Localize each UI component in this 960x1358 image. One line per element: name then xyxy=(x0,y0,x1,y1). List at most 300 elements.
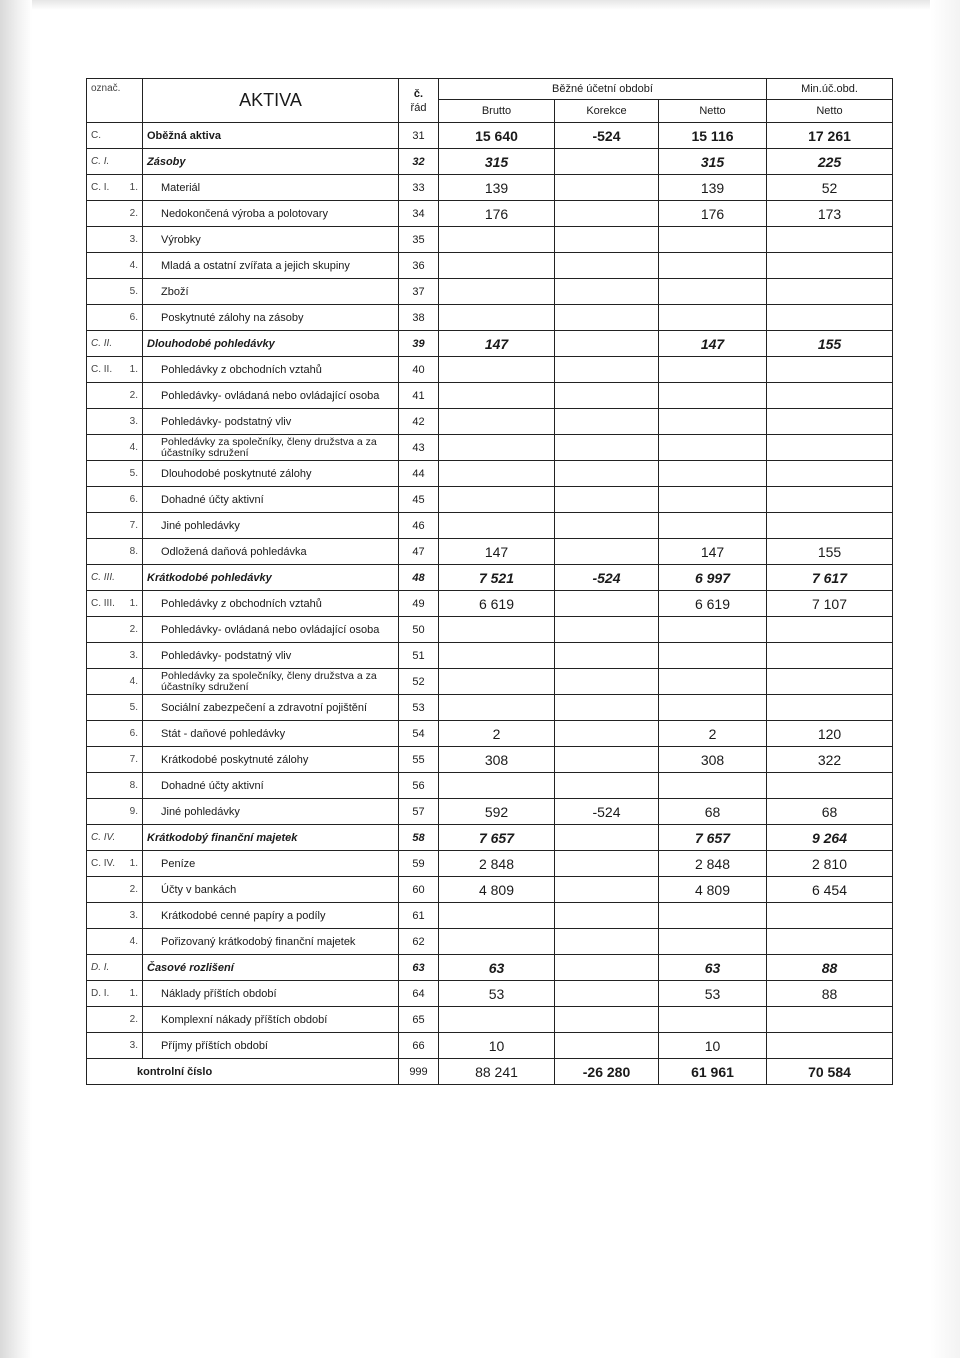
row-index: 7. xyxy=(129,520,138,531)
row-index: 2. xyxy=(129,1014,138,1025)
row-code xyxy=(87,305,143,331)
row-prev xyxy=(767,461,893,487)
row-brutto: 7 657 xyxy=(439,825,555,851)
row-code xyxy=(87,981,143,1007)
row-netto: 15 116 xyxy=(659,123,767,149)
total-netto: 61 961 xyxy=(659,1059,767,1085)
row-korekce xyxy=(555,825,659,851)
table-row xyxy=(87,409,893,435)
row-index: 1. xyxy=(129,364,138,375)
row-label: Účty v bankách xyxy=(143,877,399,903)
row-label: Časové rozlišení xyxy=(143,955,399,981)
row-netto xyxy=(659,1007,767,1033)
row-brutto: 4 809 xyxy=(439,877,555,903)
row-code xyxy=(87,721,143,747)
header-korekce: Korekce xyxy=(555,100,659,123)
row-netto xyxy=(659,409,767,435)
row-korekce xyxy=(555,279,659,305)
row-number: 43 xyxy=(399,435,439,461)
row-netto xyxy=(659,357,767,383)
row-label: Odložená daňová pohledávka xyxy=(143,539,399,565)
row-prev: 322 xyxy=(767,747,893,773)
row-korekce xyxy=(555,1033,659,1059)
row-index: 4. xyxy=(129,676,138,687)
row-label: Krátkodobé pohledávky xyxy=(143,565,399,591)
row-korekce xyxy=(555,227,659,253)
row-prev xyxy=(767,487,893,513)
table-row xyxy=(87,227,893,253)
total-korekce: -26 280 xyxy=(555,1059,659,1085)
row-number: 54 xyxy=(399,721,439,747)
row-brutto xyxy=(439,279,555,305)
header-rad: řád xyxy=(410,101,427,114)
table-row xyxy=(87,201,893,227)
row-prev xyxy=(767,357,893,383)
row-code xyxy=(87,357,143,383)
row-label: Pohledávky za společníky, členy družstva a za účastníky sdružení xyxy=(143,435,399,461)
row-prev: 7 617 xyxy=(767,565,893,591)
row-brutto: 53 xyxy=(439,981,555,1007)
row-prev: 17 261 xyxy=(767,123,893,149)
row-netto xyxy=(659,929,767,955)
row-prev xyxy=(767,253,893,279)
row-korekce xyxy=(555,305,659,331)
row-korekce xyxy=(555,669,659,695)
row-brutto xyxy=(439,513,555,539)
row-brutto: 2 xyxy=(439,721,555,747)
row-label: Peníze xyxy=(143,851,399,877)
row-netto: 68 xyxy=(659,799,767,825)
row-index: 8. xyxy=(129,780,138,791)
row-label: Mladá a ostatní zvířata a jejich skupiny xyxy=(143,253,399,279)
row-prev: 88 xyxy=(767,955,893,981)
header-brutto: Brutto xyxy=(439,100,555,123)
row-number: 49 xyxy=(399,591,439,617)
row-prev: 173 xyxy=(767,201,893,227)
table-row xyxy=(87,695,893,721)
row-prev: 88 xyxy=(767,981,893,1007)
row-netto: 6 997 xyxy=(659,565,767,591)
row-code xyxy=(87,331,143,357)
row-korekce xyxy=(555,539,659,565)
row-code xyxy=(87,539,143,565)
total-label: kontrolní číslo xyxy=(87,1059,399,1085)
row-brutto: 6 619 xyxy=(439,591,555,617)
row-netto xyxy=(659,279,767,305)
table-row xyxy=(87,487,893,513)
row-brutto xyxy=(439,487,555,513)
row-index: 1. xyxy=(129,182,138,193)
row-netto xyxy=(659,643,767,669)
row-netto: 7 657 xyxy=(659,825,767,851)
row-prev xyxy=(767,669,893,695)
row-index: 4. xyxy=(129,442,138,453)
row-korekce xyxy=(555,851,659,877)
row-label: Dohadné účty aktivní xyxy=(143,487,399,513)
row-prev xyxy=(767,773,893,799)
row-brutto xyxy=(439,903,555,929)
row-label: Příjmy příštích období xyxy=(143,1033,399,1059)
row-code-label: D. I. xyxy=(91,988,110,999)
row-code xyxy=(87,799,143,825)
total-row xyxy=(87,1059,893,1085)
row-korekce xyxy=(555,383,659,409)
table-row xyxy=(87,539,893,565)
row-korekce xyxy=(555,1007,659,1033)
row-korekce xyxy=(555,149,659,175)
row-number: 31 xyxy=(399,123,439,149)
row-index: 3. xyxy=(129,416,138,427)
row-index: 6. xyxy=(129,494,138,505)
table-row xyxy=(87,1033,893,1059)
row-label: Zásoby xyxy=(143,149,399,175)
row-number: 48 xyxy=(399,565,439,591)
row-netto: 6 619 xyxy=(659,591,767,617)
row-korekce xyxy=(555,175,659,201)
balance-sheet xyxy=(86,78,892,1085)
row-netto xyxy=(659,617,767,643)
row-number: 60 xyxy=(399,877,439,903)
row-number: 58 xyxy=(399,825,439,851)
table-row xyxy=(87,929,893,955)
row-korekce: -524 xyxy=(555,799,659,825)
row-korekce xyxy=(555,487,659,513)
total-number: 999 xyxy=(399,1059,439,1085)
row-netto xyxy=(659,773,767,799)
row-prev xyxy=(767,695,893,721)
row-netto xyxy=(659,227,767,253)
row-prev: 120 xyxy=(767,721,893,747)
row-code xyxy=(87,929,143,955)
row-code xyxy=(87,825,143,851)
table-row xyxy=(87,331,893,357)
row-label: Výrobky xyxy=(143,227,399,253)
row-number: 62 xyxy=(399,929,439,955)
row-code-label: C. IV. xyxy=(91,858,116,869)
scan-edge-left xyxy=(0,0,32,1358)
row-index: 3. xyxy=(129,650,138,661)
row-korekce xyxy=(555,903,659,929)
row-code-label: C. I. xyxy=(91,156,110,167)
row-prev xyxy=(767,903,893,929)
row-number: 36 xyxy=(399,253,439,279)
row-korekce xyxy=(555,773,659,799)
row-netto: 147 xyxy=(659,539,767,565)
row-label: Dlouhodobé pohledávky xyxy=(143,331,399,357)
row-index: 3. xyxy=(129,1040,138,1051)
table-row xyxy=(87,981,893,1007)
row-korekce xyxy=(555,643,659,669)
row-number: 51 xyxy=(399,643,439,669)
header-aktiva: AKTIVA xyxy=(143,79,399,123)
row-korekce xyxy=(555,201,659,227)
row-code-label: C. III. xyxy=(91,598,115,609)
table-row xyxy=(87,279,893,305)
row-number: 37 xyxy=(399,279,439,305)
header-c: č. xyxy=(413,87,424,100)
row-prev: 6 454 xyxy=(767,877,893,903)
row-prev: 7 107 xyxy=(767,591,893,617)
row-korekce xyxy=(555,409,659,435)
row-number: 66 xyxy=(399,1033,439,1059)
row-code xyxy=(87,851,143,877)
row-index: 6. xyxy=(129,312,138,323)
row-korekce xyxy=(555,617,659,643)
row-number: 33 xyxy=(399,175,439,201)
row-brutto: 176 xyxy=(439,201,555,227)
row-code xyxy=(87,877,143,903)
row-label: Pohledávky za společníky, členy družstva a za účastníky sdružení xyxy=(143,669,399,695)
row-code xyxy=(87,279,143,305)
row-korekce xyxy=(555,695,659,721)
row-index: 9. xyxy=(129,806,138,817)
row-code xyxy=(87,695,143,721)
row-number: 55 xyxy=(399,747,439,773)
row-label: Pohledávky z obchodních vztahů xyxy=(143,357,399,383)
row-korekce xyxy=(555,435,659,461)
row-code-label: C. xyxy=(91,130,101,141)
row-korekce xyxy=(555,981,659,1007)
row-netto xyxy=(659,487,767,513)
row-korekce: -524 xyxy=(555,565,659,591)
row-index: 5. xyxy=(129,702,138,713)
row-code-label: D. I. xyxy=(91,962,110,973)
row-number: 39 xyxy=(399,331,439,357)
table-row xyxy=(87,149,893,175)
table-row xyxy=(87,383,893,409)
row-netto: 176 xyxy=(659,201,767,227)
row-code-label: C. II. xyxy=(91,338,113,349)
row-label: Pořizovaný krátkodobý finanční majetek xyxy=(143,929,399,955)
row-number: 65 xyxy=(399,1007,439,1033)
row-code xyxy=(87,513,143,539)
row-index: 2. xyxy=(129,208,138,219)
row-brutto xyxy=(439,695,555,721)
scan-edge-right xyxy=(930,0,960,1358)
row-prev xyxy=(767,227,893,253)
row-brutto xyxy=(439,929,555,955)
row-index: 2. xyxy=(129,624,138,635)
row-index: 3. xyxy=(129,910,138,921)
table-row xyxy=(87,747,893,773)
row-index: 7. xyxy=(129,754,138,765)
row-label: Krátkodobý finanční majetek xyxy=(143,825,399,851)
row-prev: 52 xyxy=(767,175,893,201)
row-code xyxy=(87,643,143,669)
table-row xyxy=(87,877,893,903)
row-number: 61 xyxy=(399,903,439,929)
row-number: 53 xyxy=(399,695,439,721)
row-prev xyxy=(767,409,893,435)
total-brutto: 88 241 xyxy=(439,1059,555,1085)
row-brutto: 10 xyxy=(439,1033,555,1059)
row-korekce xyxy=(555,591,659,617)
row-code xyxy=(87,773,143,799)
row-number: 56 xyxy=(399,773,439,799)
row-korekce xyxy=(555,253,659,279)
table-row xyxy=(87,721,893,747)
row-prev: 155 xyxy=(767,539,893,565)
table-row xyxy=(87,851,893,877)
row-code xyxy=(87,149,143,175)
row-brutto: 63 xyxy=(439,955,555,981)
row-label: Dohadné účty aktivní xyxy=(143,773,399,799)
row-brutto xyxy=(439,643,555,669)
row-number: 42 xyxy=(399,409,439,435)
row-netto: 53 xyxy=(659,981,767,1007)
row-label: Stát - daňové pohledávky xyxy=(143,721,399,747)
row-brutto xyxy=(439,461,555,487)
table-row xyxy=(87,825,893,851)
row-netto xyxy=(659,383,767,409)
row-index: 2. xyxy=(129,884,138,895)
header-netto: Netto xyxy=(659,100,767,123)
table-row xyxy=(87,1007,893,1033)
header-oznac: označ. xyxy=(87,79,143,123)
row-brutto xyxy=(439,435,555,461)
row-brutto: 139 xyxy=(439,175,555,201)
row-netto: 147 xyxy=(659,331,767,357)
row-brutto: 308 xyxy=(439,747,555,773)
header-row-number xyxy=(399,79,439,123)
row-code xyxy=(87,253,143,279)
row-netto: 63 xyxy=(659,955,767,981)
row-prev xyxy=(767,643,893,669)
row-code-label: C. IV. xyxy=(91,832,116,843)
row-code xyxy=(87,383,143,409)
row-netto xyxy=(659,669,767,695)
row-brutto xyxy=(439,669,555,695)
row-code xyxy=(87,175,143,201)
row-prev xyxy=(767,617,893,643)
row-number: 52 xyxy=(399,669,439,695)
row-brutto xyxy=(439,1007,555,1033)
row-prev: 155 xyxy=(767,331,893,357)
row-korekce xyxy=(555,747,659,773)
row-code xyxy=(87,747,143,773)
row-index: 1. xyxy=(129,858,138,869)
row-number: 32 xyxy=(399,149,439,175)
row-korekce xyxy=(555,721,659,747)
row-index: 5. xyxy=(129,468,138,479)
row-korekce xyxy=(555,929,659,955)
row-number: 57 xyxy=(399,799,439,825)
row-index: 2. xyxy=(129,390,138,401)
row-number: 40 xyxy=(399,357,439,383)
row-netto: 139 xyxy=(659,175,767,201)
row-number: 50 xyxy=(399,617,439,643)
row-index: 3. xyxy=(129,234,138,245)
row-label: Jiné pohledávky xyxy=(143,799,399,825)
row-label: Pohledávky- ovládaná nebo ovládající osoba xyxy=(143,617,399,643)
row-label: Dlouhodobé poskytnuté zálohy xyxy=(143,461,399,487)
table-row xyxy=(87,669,893,695)
row-prev xyxy=(767,383,893,409)
row-code xyxy=(87,227,143,253)
row-brutto: 147 xyxy=(439,331,555,357)
table-row xyxy=(87,565,893,591)
row-number: 34 xyxy=(399,201,439,227)
table-row xyxy=(87,513,893,539)
row-number: 44 xyxy=(399,461,439,487)
row-brutto xyxy=(439,253,555,279)
row-brutto: 592 xyxy=(439,799,555,825)
row-prev xyxy=(767,929,893,955)
row-brutto: 147 xyxy=(439,539,555,565)
row-korekce xyxy=(555,357,659,383)
header-netto-prev: Netto xyxy=(767,100,893,123)
row-label: Krátkodobé poskytnuté zálohy xyxy=(143,747,399,773)
row-korekce xyxy=(555,955,659,981)
row-brutto xyxy=(439,357,555,383)
row-label: Sociální zabezpečení a zdravotní pojištění xyxy=(143,695,399,721)
table-row xyxy=(87,591,893,617)
row-number: 45 xyxy=(399,487,439,513)
row-netto: 10 xyxy=(659,1033,767,1059)
row-prev: 225 xyxy=(767,149,893,175)
row-netto: 2 xyxy=(659,721,767,747)
row-code xyxy=(87,435,143,461)
row-number: 41 xyxy=(399,383,439,409)
row-label: Náklady příštích období xyxy=(143,981,399,1007)
row-index: 5. xyxy=(129,286,138,297)
row-number: 63 xyxy=(399,955,439,981)
row-label: Oběžná aktiva xyxy=(143,123,399,149)
row-number: 35 xyxy=(399,227,439,253)
row-number: 59 xyxy=(399,851,439,877)
row-prev xyxy=(767,513,893,539)
row-prev xyxy=(767,1007,893,1033)
table-row xyxy=(87,305,893,331)
row-brutto xyxy=(439,773,555,799)
table-row xyxy=(87,175,893,201)
row-label: Materiál xyxy=(143,175,399,201)
row-label: Poskytnuté zálohy na zásoby xyxy=(143,305,399,331)
total-prev: 70 584 xyxy=(767,1059,893,1085)
row-korekce: -524 xyxy=(555,123,659,149)
row-brutto xyxy=(439,383,555,409)
row-brutto xyxy=(439,617,555,643)
row-prev: 2 810 xyxy=(767,851,893,877)
row-index: 6. xyxy=(129,728,138,739)
row-code xyxy=(87,565,143,591)
table-row xyxy=(87,123,893,149)
row-netto: 2 848 xyxy=(659,851,767,877)
row-brutto xyxy=(439,409,555,435)
row-brutto: 315 xyxy=(439,149,555,175)
row-label: Krátkodobé cenné papíry a podíly xyxy=(143,903,399,929)
row-code xyxy=(87,461,143,487)
table-row xyxy=(87,435,893,461)
row-code xyxy=(87,903,143,929)
row-label: Komplexní nákady příštích období xyxy=(143,1007,399,1033)
header-current-period: Běžné účetní období xyxy=(439,79,767,100)
row-code xyxy=(87,669,143,695)
header-row-1 xyxy=(87,79,893,100)
row-netto: 315 xyxy=(659,149,767,175)
row-index: 1. xyxy=(129,598,138,609)
table-row xyxy=(87,799,893,825)
row-netto xyxy=(659,903,767,929)
row-korekce xyxy=(555,513,659,539)
row-prev: 68 xyxy=(767,799,893,825)
row-prev: 9 264 xyxy=(767,825,893,851)
row-code xyxy=(87,591,143,617)
table-row xyxy=(87,903,893,929)
table-row xyxy=(87,955,893,981)
row-netto xyxy=(659,461,767,487)
row-code xyxy=(87,487,143,513)
